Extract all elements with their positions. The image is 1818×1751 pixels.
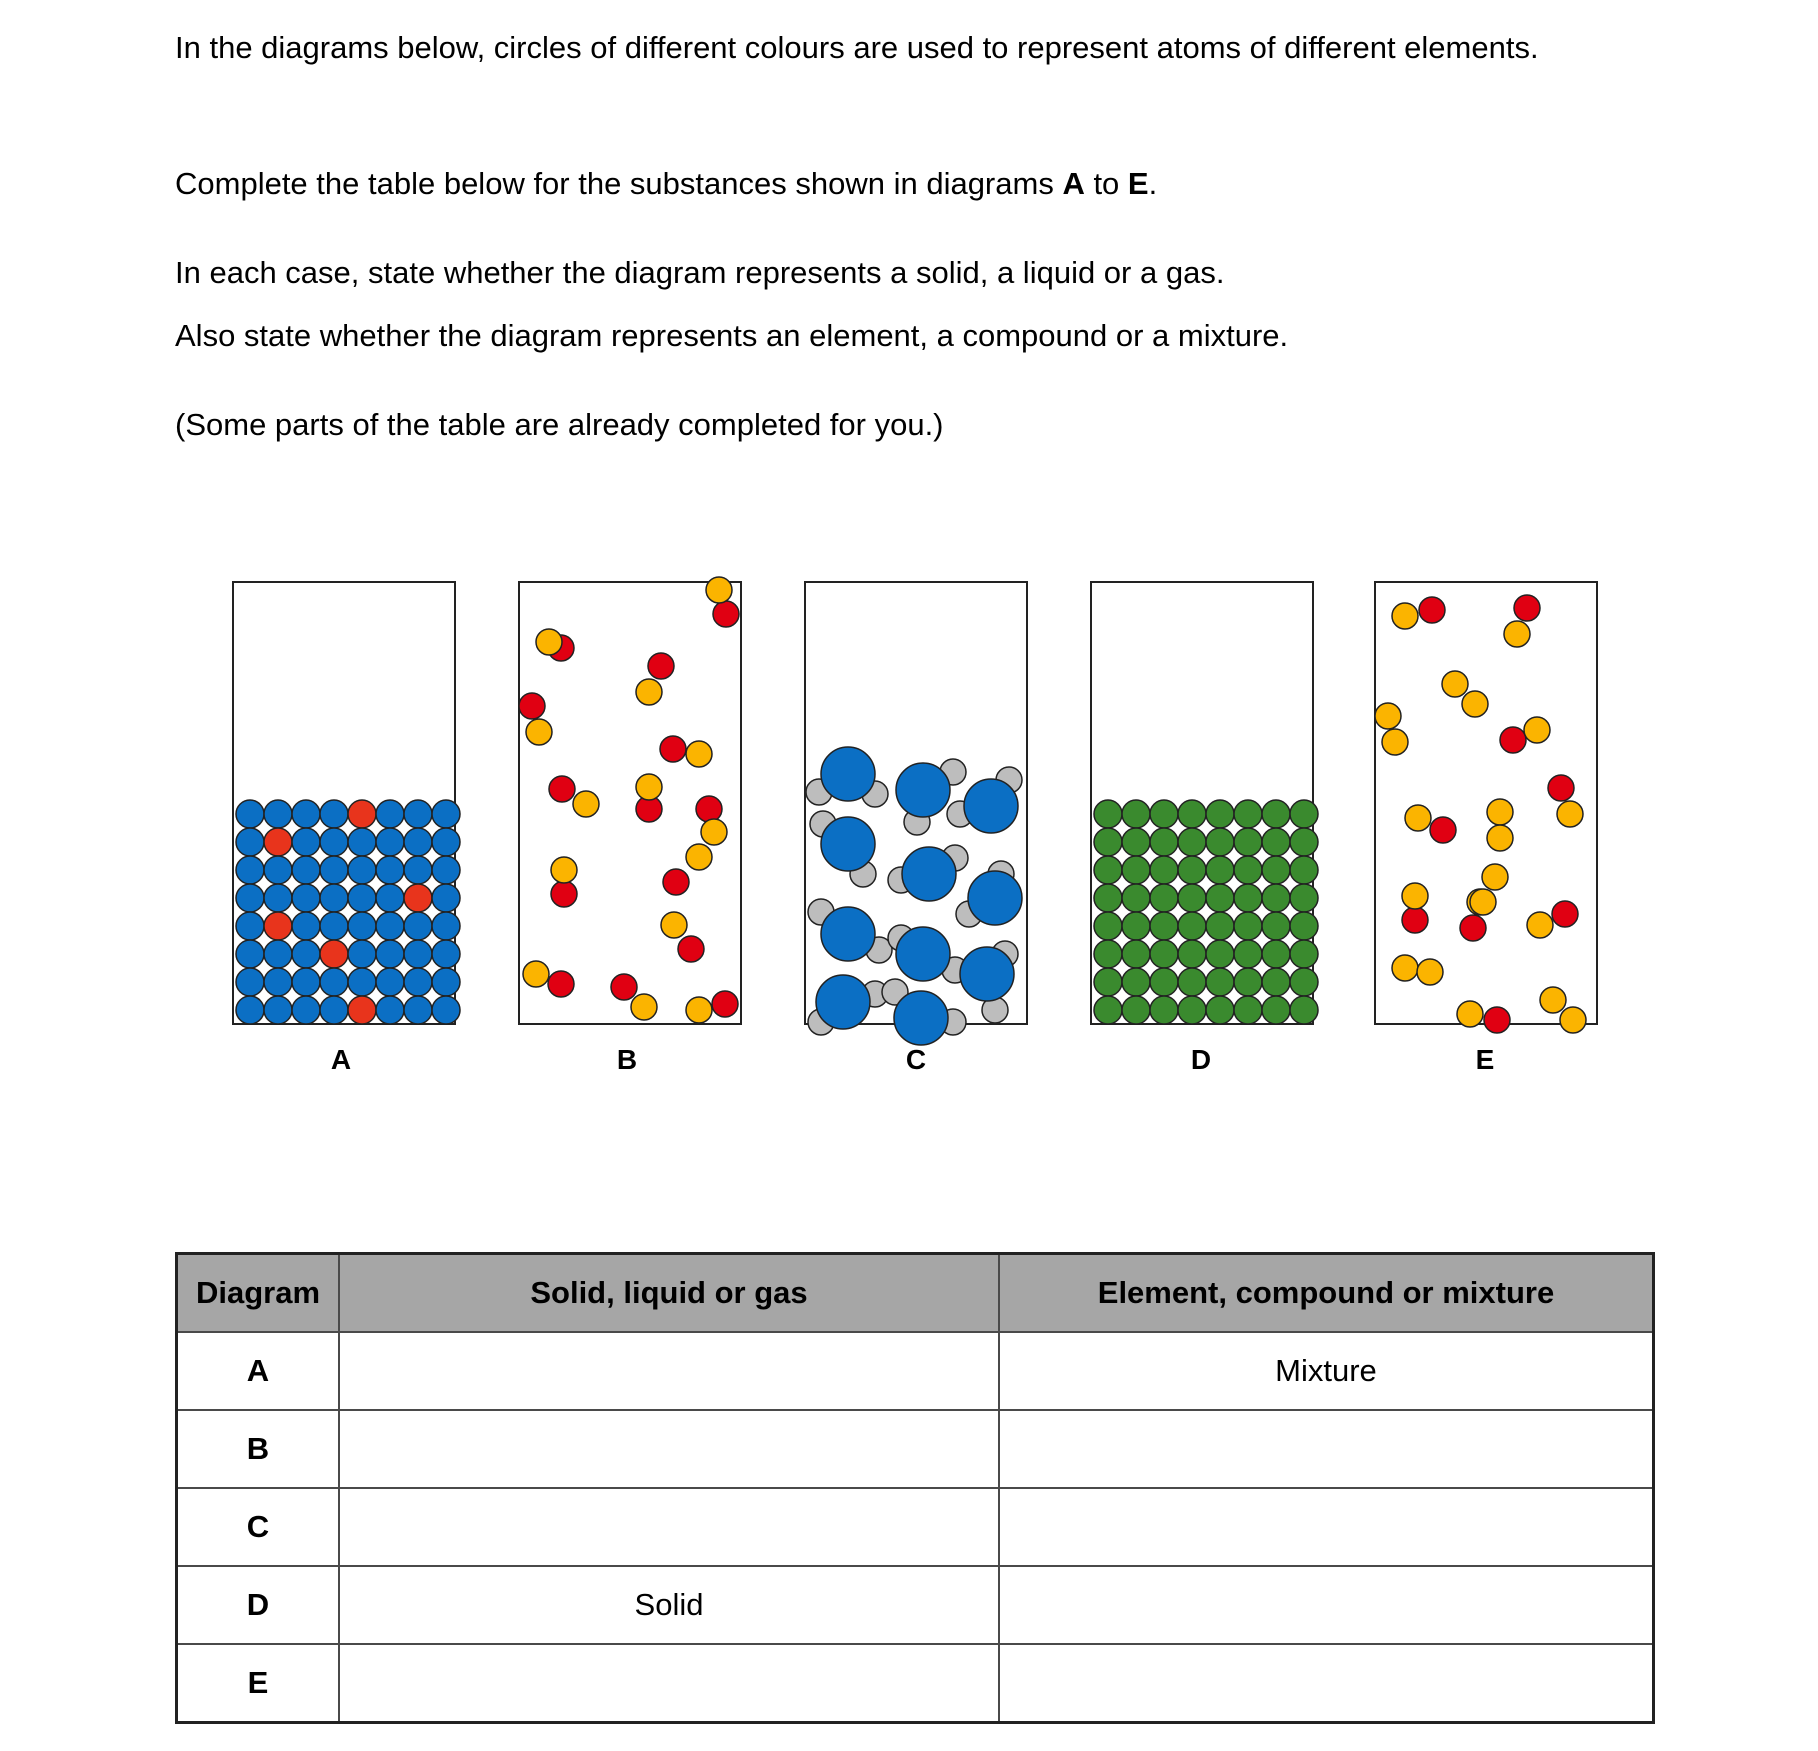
blue-atom bbox=[376, 884, 404, 912]
red-atom bbox=[1484, 1007, 1510, 1033]
red-atom bbox=[320, 940, 348, 968]
green-atom bbox=[1206, 996, 1234, 1024]
green-atom bbox=[1150, 912, 1178, 940]
yellow-atom bbox=[1482, 864, 1508, 890]
green-atom bbox=[1290, 940, 1318, 968]
yellow-atom bbox=[536, 629, 562, 655]
green-atom bbox=[1150, 884, 1178, 912]
green-atom bbox=[1262, 856, 1290, 884]
row-c-state-cell[interactable] bbox=[339, 1488, 999, 1566]
instruction-note: (Some parts of the table are already completed for you.) bbox=[175, 407, 944, 442]
red-atom bbox=[1500, 727, 1526, 753]
red-atom bbox=[660, 736, 686, 762]
table-header-row bbox=[177, 1254, 1654, 1333]
red-atom bbox=[1548, 775, 1574, 801]
green-atom bbox=[1122, 912, 1150, 940]
red-atom bbox=[1514, 595, 1540, 621]
green-atom bbox=[1178, 968, 1206, 996]
yellow-atom bbox=[1557, 801, 1583, 827]
green-atom bbox=[1262, 800, 1290, 828]
green-atom bbox=[1122, 856, 1150, 884]
red-atom bbox=[611, 974, 637, 1000]
green-atom bbox=[1122, 884, 1150, 912]
blue-atom bbox=[236, 856, 264, 884]
diagram-d-box bbox=[1091, 582, 1318, 1024]
blue-atom bbox=[348, 856, 376, 884]
green-atom bbox=[1290, 856, 1318, 884]
row-e-state-cell[interactable] bbox=[339, 1644, 999, 1723]
red-atom bbox=[1552, 901, 1578, 927]
green-atom bbox=[1206, 856, 1234, 884]
yellow-atom bbox=[706, 577, 732, 603]
row-b-type-cell[interactable] bbox=[999, 1410, 1654, 1488]
red-atom bbox=[551, 881, 577, 907]
red-atom bbox=[348, 800, 376, 828]
blue-atom bbox=[376, 856, 404, 884]
green-atom bbox=[1234, 912, 1262, 940]
blue-atom bbox=[236, 800, 264, 828]
blue-atom bbox=[236, 884, 264, 912]
yellow-atom bbox=[1375, 703, 1401, 729]
yellow-atom bbox=[661, 912, 687, 938]
green-atom bbox=[1150, 800, 1178, 828]
blue-atom bbox=[348, 912, 376, 940]
blue-atom bbox=[376, 912, 404, 940]
particle-diagrams bbox=[0, 560, 1818, 1060]
red-atom bbox=[713, 601, 739, 627]
green-atom bbox=[1234, 800, 1262, 828]
row-e-type-cell[interactable] bbox=[999, 1644, 1654, 1723]
row-a-diagram: A bbox=[177, 1332, 340, 1410]
blue-atom bbox=[320, 800, 348, 828]
green-atom bbox=[1122, 996, 1150, 1024]
red-atom bbox=[264, 912, 292, 940]
diagram-c-box bbox=[805, 582, 1027, 1045]
row-d-type-cell[interactable] bbox=[999, 1566, 1654, 1644]
yellow-atom bbox=[1540, 987, 1566, 1013]
answer-table bbox=[175, 1252, 1655, 1724]
yellow-atom bbox=[523, 961, 549, 987]
table-row bbox=[177, 1410, 1654, 1488]
red-atom bbox=[404, 884, 432, 912]
yellow-atom bbox=[1504, 621, 1530, 647]
diagram-label-e: E bbox=[1475, 1044, 1495, 1075]
table-row bbox=[177, 1644, 1654, 1723]
green-atom bbox=[1178, 912, 1206, 940]
green-atom bbox=[1178, 856, 1206, 884]
green-atom bbox=[1290, 912, 1318, 940]
green-atom bbox=[1262, 940, 1290, 968]
blue-atom bbox=[320, 884, 348, 912]
green-atom bbox=[1206, 912, 1234, 940]
red-atom bbox=[549, 776, 575, 802]
green-atom bbox=[1122, 968, 1150, 996]
green-atom bbox=[1234, 968, 1262, 996]
green-atom bbox=[1262, 968, 1290, 996]
blue-atom bbox=[236, 912, 264, 940]
green-atom bbox=[1178, 940, 1206, 968]
row-e-diagram: E bbox=[177, 1644, 340, 1723]
green-atom bbox=[1178, 828, 1206, 856]
green-atom bbox=[1206, 940, 1234, 968]
red-atom bbox=[712, 991, 738, 1017]
blue-atom bbox=[264, 856, 292, 884]
red-atom bbox=[1460, 915, 1486, 941]
green-atom bbox=[1178, 884, 1206, 912]
green-atom bbox=[1262, 884, 1290, 912]
row-c-diagram: C bbox=[177, 1488, 340, 1566]
yellow-atom bbox=[1382, 729, 1408, 755]
green-atom bbox=[1150, 828, 1178, 856]
green-atom bbox=[1206, 828, 1234, 856]
green-atom bbox=[1234, 884, 1262, 912]
blue-atom bbox=[404, 968, 432, 996]
row-a-type-cell: Mixture bbox=[999, 1332, 1654, 1410]
green-atom bbox=[1150, 996, 1178, 1024]
yellow-atom bbox=[636, 774, 662, 800]
yellow-atom bbox=[701, 819, 727, 845]
diagram-ref-a: A bbox=[1062, 166, 1085, 201]
blue-atom bbox=[264, 940, 292, 968]
blue-atom bbox=[432, 800, 460, 828]
blue-atom bbox=[348, 968, 376, 996]
instruction-intro: In the diagrams below, circles of different colours are used to represent atoms of different elements. bbox=[175, 30, 1539, 65]
red-atom bbox=[519, 693, 545, 719]
blue-atom bbox=[292, 912, 320, 940]
green-atom bbox=[1206, 968, 1234, 996]
blue-atom bbox=[404, 912, 432, 940]
yellow-atom bbox=[631, 994, 657, 1020]
blue-atom bbox=[404, 996, 432, 1024]
blue-atom bbox=[264, 996, 292, 1024]
yellow-atom bbox=[1405, 805, 1431, 831]
blue-atom bbox=[432, 856, 460, 884]
green-atom bbox=[1234, 940, 1262, 968]
blue-atom bbox=[894, 991, 948, 1045]
blue-atom bbox=[264, 884, 292, 912]
header-state: Solid, liquid or gas bbox=[339, 1254, 999, 1333]
blue-atom bbox=[236, 828, 264, 856]
red-atom bbox=[663, 869, 689, 895]
green-atom bbox=[1262, 996, 1290, 1024]
diagram-ref-e: E bbox=[1127, 166, 1149, 201]
yellow-atom bbox=[1402, 883, 1428, 909]
green-atom bbox=[1178, 996, 1206, 1024]
yellow-atom bbox=[1392, 603, 1418, 629]
blue-atom bbox=[404, 856, 432, 884]
diagram-b-box bbox=[519, 577, 741, 1024]
blue-atom bbox=[348, 884, 376, 912]
yellow-atom bbox=[573, 791, 599, 817]
green-atom bbox=[1290, 968, 1318, 996]
blue-atom bbox=[896, 927, 950, 981]
row-c-type-cell[interactable] bbox=[999, 1488, 1654, 1566]
green-atom bbox=[1150, 940, 1178, 968]
green-atom bbox=[1262, 828, 1290, 856]
blue-atom bbox=[292, 884, 320, 912]
blue-atom bbox=[236, 940, 264, 968]
red-atom bbox=[1419, 597, 1445, 623]
green-atom bbox=[1290, 800, 1318, 828]
green-atom bbox=[1094, 912, 1122, 940]
row-b-state-cell[interactable] bbox=[339, 1410, 999, 1488]
blue-atom bbox=[236, 996, 264, 1024]
blue-atom bbox=[376, 828, 404, 856]
table-row bbox=[177, 1488, 1654, 1566]
header-type: Element, compound or mixture bbox=[999, 1254, 1654, 1333]
blue-atom bbox=[821, 817, 875, 871]
green-atom bbox=[1290, 884, 1318, 912]
blue-atom bbox=[821, 747, 875, 801]
blue-atom bbox=[960, 947, 1014, 1001]
yellow-atom bbox=[1487, 799, 1513, 825]
row-d-state-cell: Solid bbox=[339, 1566, 999, 1644]
red-atom bbox=[1402, 907, 1428, 933]
yellow-atom bbox=[1560, 1007, 1586, 1033]
table-row bbox=[177, 1566, 1654, 1644]
yellow-atom bbox=[551, 857, 577, 883]
yellow-atom bbox=[1417, 959, 1443, 985]
blue-atom bbox=[376, 968, 404, 996]
green-atom bbox=[1150, 856, 1178, 884]
yellow-atom bbox=[526, 719, 552, 745]
blue-atom bbox=[432, 884, 460, 912]
blue-atom bbox=[896, 763, 950, 817]
instruction-complete-table: Complete the table below for the substances shown in diagrams A to E. bbox=[175, 166, 1158, 201]
diagram-label-d: D bbox=[1190, 1044, 1212, 1075]
blue-atom bbox=[376, 940, 404, 968]
green-atom bbox=[1094, 968, 1122, 996]
yellow-atom bbox=[636, 679, 662, 705]
blue-atom bbox=[320, 912, 348, 940]
diagram-a-box bbox=[233, 582, 460, 1024]
yellow-atom bbox=[1392, 955, 1418, 981]
yellow-atom bbox=[1457, 1001, 1483, 1027]
instruction-type: Also state whether the diagram represents an element, a compound or a mixture. bbox=[175, 318, 1289, 353]
blue-atom bbox=[821, 907, 875, 961]
table-row bbox=[177, 1332, 1654, 1410]
green-atom bbox=[1290, 828, 1318, 856]
green-atom bbox=[1094, 996, 1122, 1024]
green-atom bbox=[1234, 996, 1262, 1024]
blue-atom bbox=[292, 968, 320, 996]
green-atom bbox=[1094, 884, 1122, 912]
yellow-atom bbox=[1442, 671, 1468, 697]
green-atom bbox=[1206, 884, 1234, 912]
blue-atom bbox=[404, 800, 432, 828]
red-atom bbox=[548, 971, 574, 997]
yellow-atom bbox=[686, 844, 712, 870]
red-atom bbox=[678, 936, 704, 962]
red-atom bbox=[264, 828, 292, 856]
blue-atom bbox=[376, 996, 404, 1024]
blue-atom bbox=[320, 968, 348, 996]
diagram-e-box bbox=[1375, 582, 1597, 1033]
green-atom bbox=[1206, 800, 1234, 828]
green-atom bbox=[1150, 968, 1178, 996]
blue-atom bbox=[348, 828, 376, 856]
green-atom bbox=[1178, 800, 1206, 828]
red-atom bbox=[696, 796, 722, 822]
blue-atom bbox=[264, 968, 292, 996]
blue-atom bbox=[432, 912, 460, 940]
row-d-diagram: D bbox=[177, 1566, 340, 1644]
blue-atom bbox=[432, 996, 460, 1024]
green-atom bbox=[1290, 996, 1318, 1024]
yellow-atom bbox=[1524, 717, 1550, 743]
green-atom bbox=[1122, 940, 1150, 968]
green-atom bbox=[1094, 856, 1122, 884]
yellow-atom bbox=[686, 741, 712, 767]
diagram-label-c: C bbox=[905, 1044, 927, 1075]
blue-atom bbox=[292, 940, 320, 968]
yellow-atom bbox=[686, 997, 712, 1023]
green-atom bbox=[1094, 940, 1122, 968]
blue-atom bbox=[264, 800, 292, 828]
green-atom bbox=[1122, 800, 1150, 828]
blue-atom bbox=[320, 856, 348, 884]
row-b-diagram: B bbox=[177, 1410, 340, 1488]
blue-atom bbox=[964, 779, 1018, 833]
red-atom bbox=[648, 653, 674, 679]
blue-atom bbox=[968, 871, 1022, 925]
yellow-atom bbox=[1470, 889, 1496, 915]
diagram-label-a: A bbox=[330, 1044, 352, 1075]
green-atom bbox=[1094, 800, 1122, 828]
yellow-atom bbox=[1462, 691, 1488, 717]
blue-atom bbox=[376, 800, 404, 828]
row-a-state-cell[interactable] bbox=[339, 1332, 999, 1410]
green-atom bbox=[1094, 828, 1122, 856]
green-atom bbox=[1234, 828, 1262, 856]
red-atom bbox=[1430, 817, 1456, 843]
blue-atom bbox=[292, 856, 320, 884]
blue-atom bbox=[320, 828, 348, 856]
blue-atom bbox=[320, 996, 348, 1024]
green-atom bbox=[1234, 856, 1262, 884]
blue-atom bbox=[292, 800, 320, 828]
green-atom bbox=[1262, 912, 1290, 940]
blue-atom bbox=[404, 940, 432, 968]
blue-atom bbox=[348, 940, 376, 968]
blue-atom bbox=[432, 828, 460, 856]
header-diagram: Diagram bbox=[177, 1254, 340, 1333]
yellow-atom bbox=[1487, 825, 1513, 851]
blue-atom bbox=[432, 940, 460, 968]
blue-atom bbox=[816, 975, 870, 1029]
green-atom bbox=[1122, 828, 1150, 856]
diagram-label-b: B bbox=[616, 1044, 638, 1075]
red-atom bbox=[348, 996, 376, 1024]
blue-atom bbox=[236, 968, 264, 996]
blue-atom bbox=[902, 847, 956, 901]
blue-atom bbox=[292, 996, 320, 1024]
blue-atom bbox=[432, 968, 460, 996]
yellow-atom bbox=[1527, 912, 1553, 938]
blue-atom bbox=[404, 828, 432, 856]
blue-atom bbox=[292, 828, 320, 856]
instruction-state: In each case, state whether the diagram represents a solid, a liquid or a gas. bbox=[175, 255, 1225, 290]
